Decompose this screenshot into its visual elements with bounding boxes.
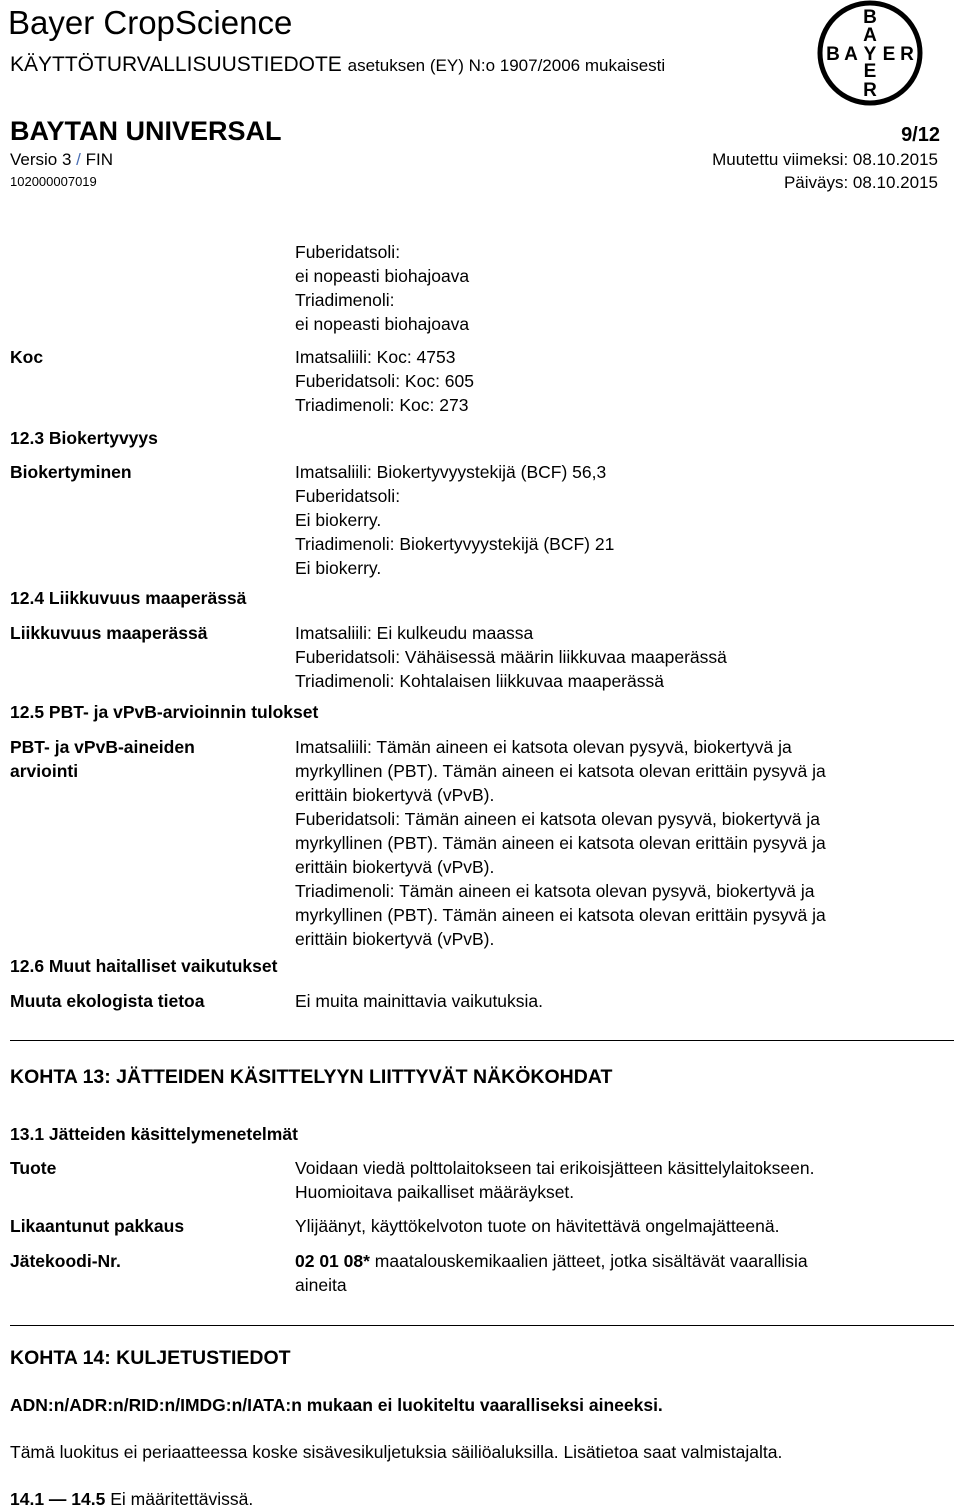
section-12-3-title: 12.3 Biokertyvyys <box>10 428 158 448</box>
pbt-values <box>295 735 826 951</box>
company-name: Bayer CropScience <box>8 4 293 41</box>
section-range: 14.1 — 14.5 <box>10 1489 106 1509</box>
text-line: Huomioitava paikalliset määräykset. <box>295 1182 575 1202</box>
section-range-text: Ei määritettävissä. <box>105 1489 254 1509</box>
logo-letter-center: Y <box>863 44 877 65</box>
logo-letter-v4: E <box>863 61 877 82</box>
text-line: PBT- ja vPvB-aineiden <box>10 737 195 757</box>
section-12-4-title: 12.4 Liikkuvuus maaperässä <box>10 588 247 608</box>
logo-letter-h4: E <box>882 44 896 65</box>
text-line: Imatsaliili: Ei kulkeudu maassa <box>295 623 534 643</box>
text-line: erittäin biokertyvä (vPvB). <box>295 785 495 805</box>
classification-note: Tämä luokitus ei periaatteessa koske sisävesikuljetuksia säiliöaluksilla. Lisätietoa saat valmistajalta. <box>10 1442 783 1462</box>
text-line: Voidaan viedä polttolaitokseen tai erikoisjätteen käsittelylaitokseen. <box>295 1158 815 1178</box>
waste-code-text: maatalouskemikaalien jätteet, jotka sisältävät vaarallisia <box>369 1251 808 1271</box>
jatekoodi-label: Jätekoodi-Nr. <box>10 1251 121 1271</box>
text-line: ei nopeasti biohajoava <box>295 266 470 286</box>
text-line: Triadimenoli: Kohtalaisen liikkuvaa maaperässä <box>295 671 664 691</box>
biokertyminen-values <box>295 460 614 580</box>
text-line: ei nopeasti biohajoava <box>295 314 470 334</box>
text-line: erittäin biokertyvä (vPvB). <box>295 929 495 949</box>
liikkuvuus-values <box>295 621 727 693</box>
text-line: Triadimenoli: Biokertyvyystekijä (BCF) 21 <box>295 534 615 554</box>
text-line: Imatsaliili: Koc: 4753 <box>295 347 456 367</box>
product-name: BAYTAN UNIVERSAL <box>10 116 282 146</box>
text-line: arviointi <box>10 761 79 781</box>
logo-letter-h1: B <box>826 44 840 65</box>
section-divider <box>10 1040 954 1041</box>
liikkuvuus-label: Liikkuvuus maaperässä <box>10 623 208 643</box>
version-label: Versio 3 <box>10 150 72 169</box>
biokertyminen-label: Biokertyminen <box>10 462 132 482</box>
waste-code: 02 01 08* <box>295 1251 370 1271</box>
logo-letter-h2: A <box>844 44 858 65</box>
section-divider <box>10 1325 954 1326</box>
pakkaus-value: Ylijäänyt, käyttökelvoton tuote on hävitettävä ongelmajätteenä. <box>295 1216 780 1236</box>
text-line: Triadimenoli: Koc: 273 <box>295 395 469 415</box>
logo-letter-v2: A <box>863 25 877 46</box>
text-line: erittäin biokertyvä (vPvB). <box>295 857 495 877</box>
text-line: Fuberidatsoli: <box>295 242 401 262</box>
text-line: Triadimenoli: <box>295 290 395 310</box>
text-line: Imatsaliili: Biokertyvyystekijä (BCF) 56,3 <box>295 462 607 482</box>
koc-label: Koc <box>10 347 44 367</box>
page-number: 9/12 <box>901 124 940 146</box>
pbt-label <box>10 735 195 783</box>
muuta-label: Muuta ekologista tietoa <box>10 991 205 1011</box>
section-12-5-title: 12.5 PBT- ja vPvB-arvioinnin tulokset <box>10 702 319 722</box>
text-line: Ei biokerry. <box>295 558 382 578</box>
text-line: Imatsaliili: Tämän aineen ei katsota olevan pysyvä, biokertyvä ja <box>295 737 792 757</box>
text-line: myrkyllinen (PBT). Tämän aineen ei katsota olevan erittäin pysyvä ja <box>295 905 826 925</box>
document-code: 102000007019 <box>10 174 97 189</box>
text-line: Fuberidatsoli: Koc: 605 <box>295 371 474 391</box>
bayer-logo-icon <box>817 0 923 106</box>
muuta-value: Ei muita mainittavia vaikutuksia. <box>295 991 544 1011</box>
document-date: Päiväys: 08.10.2015 <box>783 173 938 192</box>
section-14-range-note <box>10 1487 253 1511</box>
jatekoodi-line <box>295 1249 808 1273</box>
jatekoodi-values <box>295 1249 808 1297</box>
version-language: FIN <box>85 150 113 169</box>
text-line: Ei biokerry. <box>295 510 382 530</box>
text-line: Fuberidatsoli: <box>295 486 401 506</box>
biodegradation-values <box>295 240 469 336</box>
section-13-1-title: 13.1 Jätteiden käsittelymenetelmät <box>10 1124 298 1144</box>
section-12-6-title: 12.6 Muut haitalliset vaikutukset <box>10 956 278 976</box>
tuote-label: Tuote <box>10 1158 57 1178</box>
text-line: Fuberidatsoli: Tämän aineen ei katsota olevan pysyvä, biokertyvä ja <box>295 809 820 829</box>
adn-statement: ADN:n/ADR:n/RID:n/IMDG:n/IATA:n mukaan ei luokiteltu vaaralliseksi aineeksi. <box>10 1395 663 1415</box>
modified-date: Muutettu viimeksi: 08.10.2015 <box>712 150 938 169</box>
text-line: aineita <box>295 1275 347 1295</box>
kohta-14-title: KOHTA 14: KULJETUSTIEDOT <box>10 1347 291 1369</box>
logo-letter-v5: R <box>863 80 877 101</box>
document-title <box>10 52 665 79</box>
kohta-13-title: KOHTA 13: JÄTTEIDEN KÄSITTELYYN LIITTYVÄT NÄKÖKOHDAT <box>10 1066 613 1088</box>
logo-letter-v1: B <box>863 7 877 28</box>
version-info <box>10 150 113 170</box>
koc-values <box>295 345 474 417</box>
document-title-suffix: asetuksen (EY) N:o 1907/2006 mukaisesti <box>347 56 666 75</box>
tuote-values <box>295 1156 815 1204</box>
text-line: Triadimenoli: Tämän aineen ei katsota olevan pysyvä, biokertyvä ja <box>295 881 815 901</box>
version-separator: / <box>71 150 86 169</box>
text-line: myrkyllinen (PBT). Tämän aineen ei katsota olevan erittäin pysyvä ja <box>295 833 826 853</box>
document-title-main: KÄYTTÖTURVALLISUUSTIEDOTE <box>10 53 342 76</box>
text-line: myrkyllinen (PBT). Tämän aineen ei katsota olevan erittäin pysyvä ja <box>295 761 826 781</box>
logo-letter-h5: R <box>900 44 914 65</box>
pakkaus-label: Likaantunut pakkaus <box>10 1216 185 1236</box>
text-line: Fuberidatsoli: Vähäisessä määrin liikkuvaa maaperässä <box>295 647 727 667</box>
